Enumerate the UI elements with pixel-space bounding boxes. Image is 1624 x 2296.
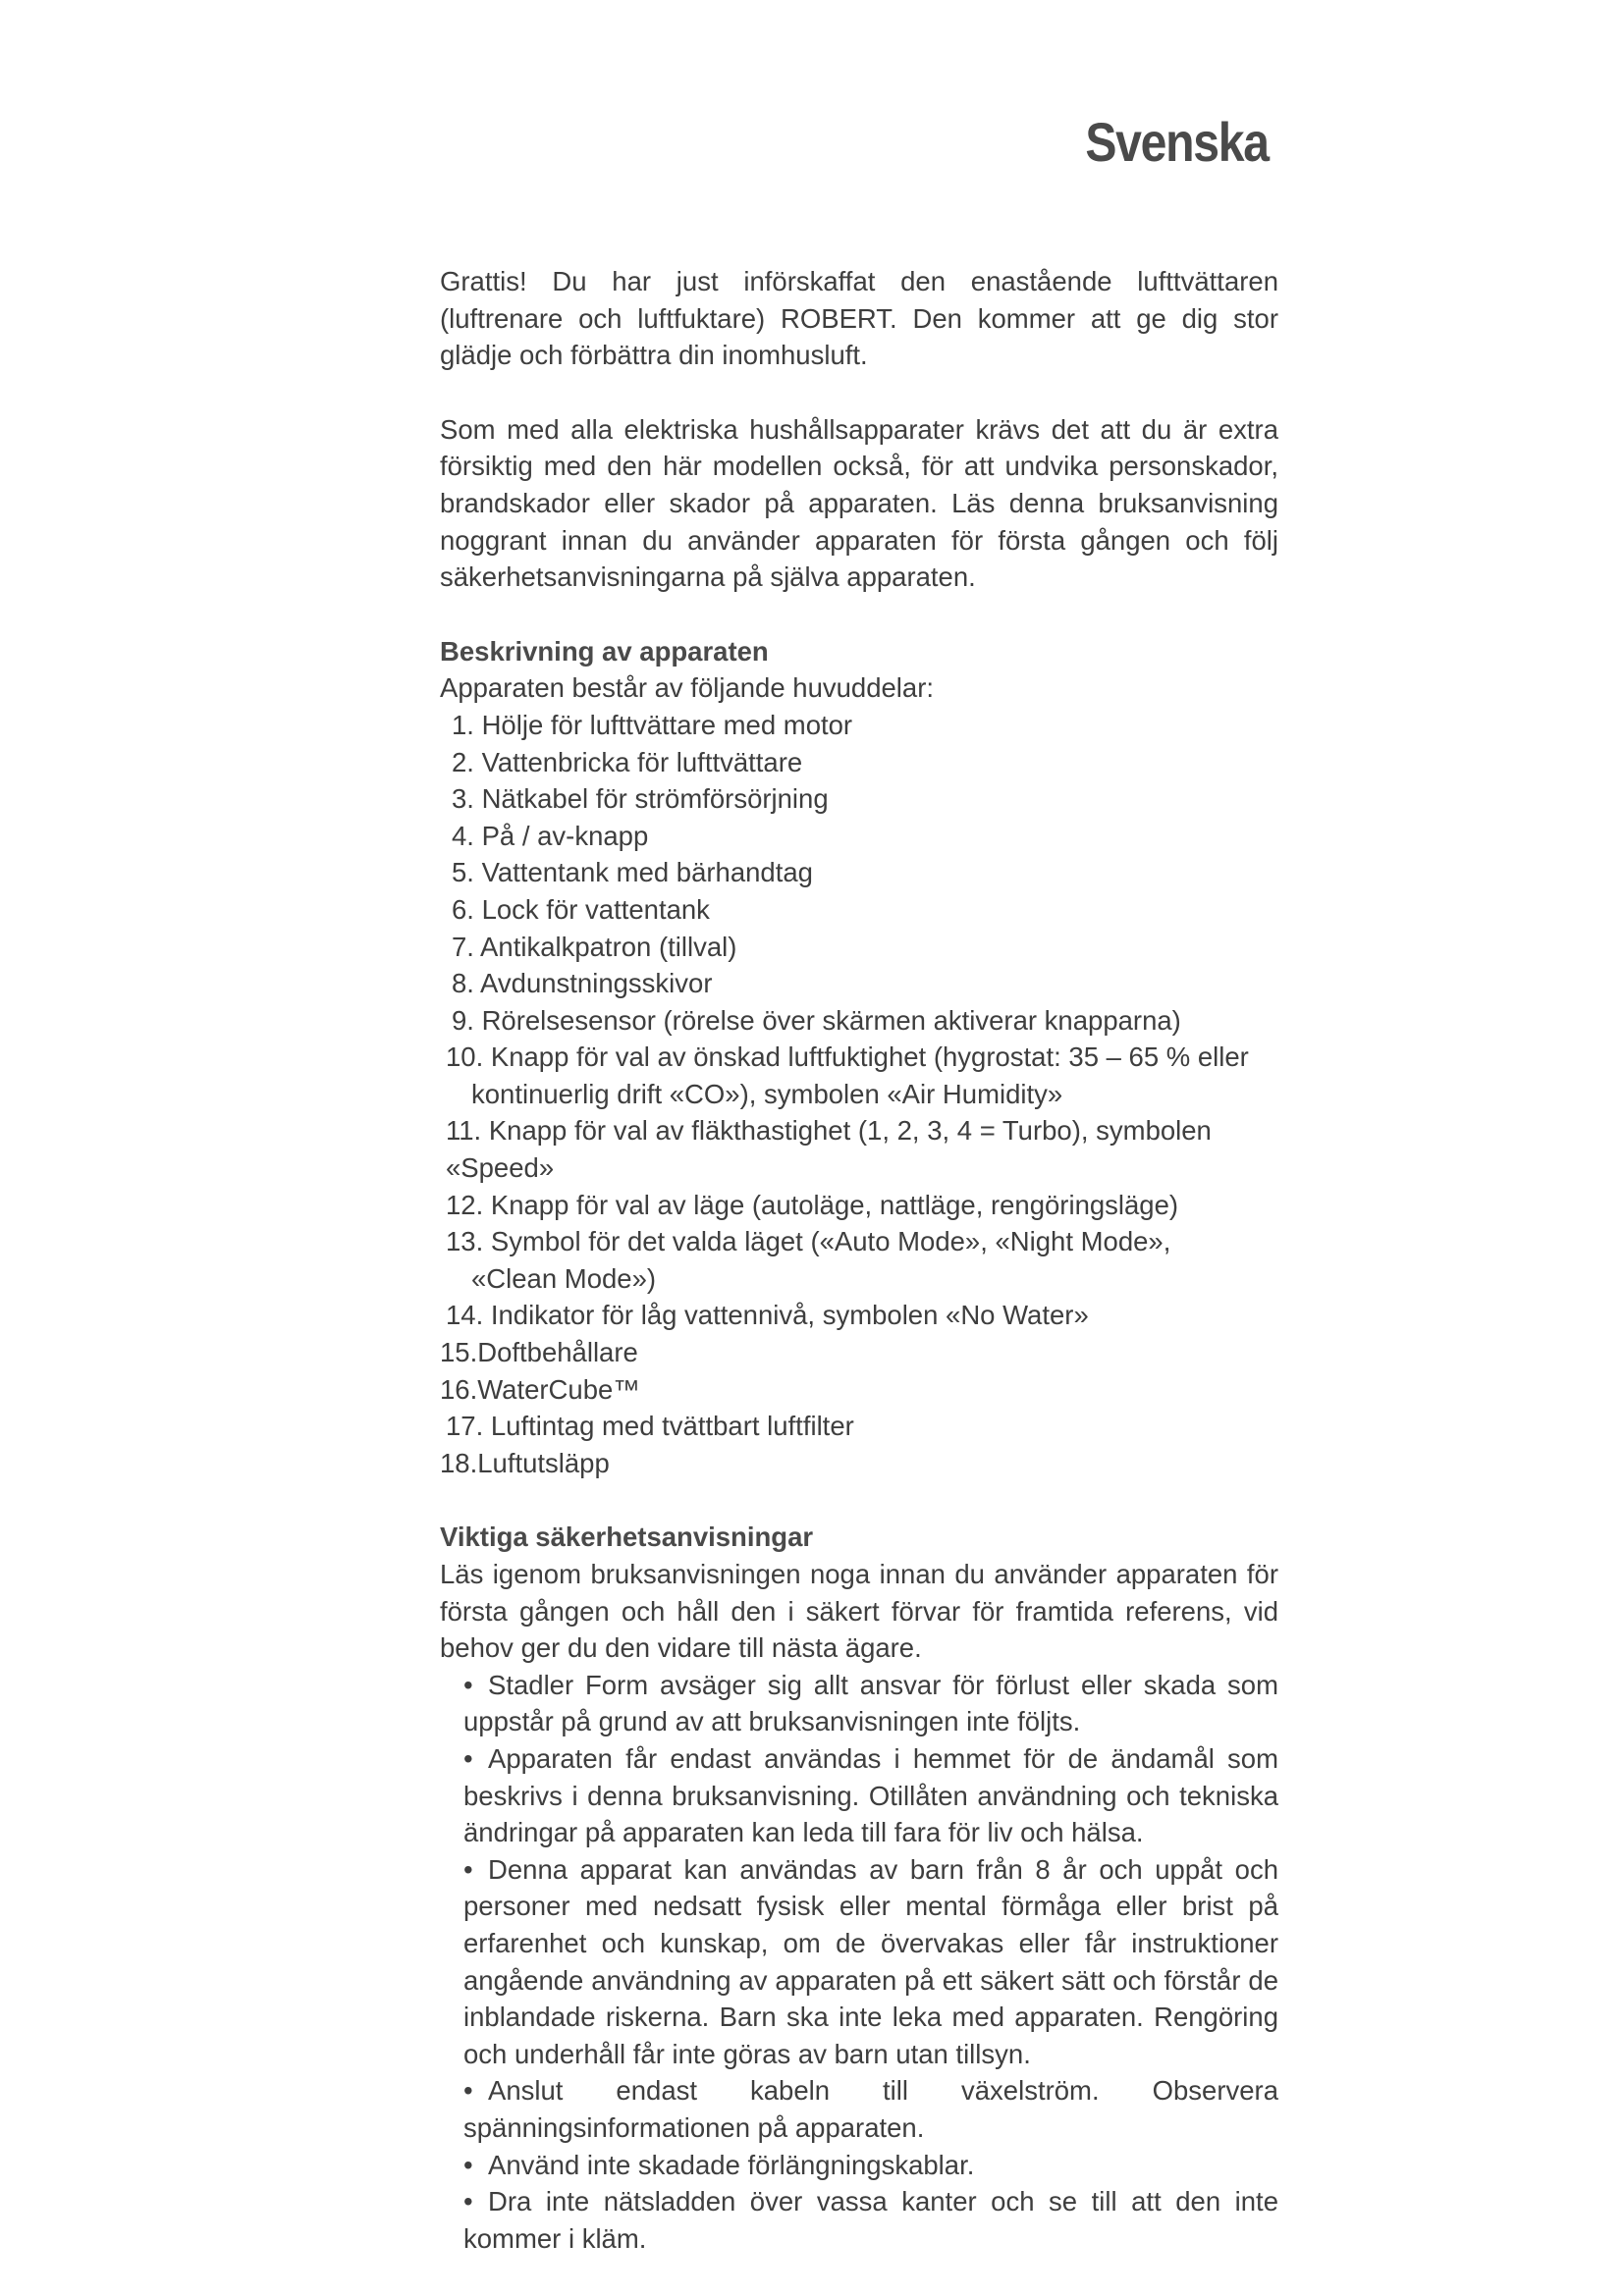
parts-list-item: 1. Hölje för lufttvättare med motor	[452, 709, 853, 740]
document-body	[440, 263, 1278, 2257]
bullet-icon: •	[463, 1742, 473, 1774]
parts-list-item: 17. Luftintag med tvättbart luftfilter	[446, 1411, 854, 1442]
safety-bullet-item	[463, 1740, 1278, 1851]
parts-list-item: 13. Symbol för det valda läget («Auto Mode», «Night Mode»,	[446, 1226, 1171, 1257]
parts-list-item: 18.Luftutsläpp	[440, 1447, 610, 1478]
parts-list-item: 9. Rörelsesensor (rörelse över skärmen aktiverar knapparna)	[452, 1004, 1181, 1036]
description-lead: Apparaten består av följande huvuddelar:	[440, 672, 934, 704]
parts-list-item-continuation: «Clean Mode»)	[471, 1262, 657, 1294]
safety-bullet-item	[463, 2147, 1278, 2184]
bullet-icon: •	[463, 2149, 473, 2180]
parts-list-item: 14. Indikator för låg vattennivå, symbolen «No Water»	[446, 1300, 1089, 1331]
safety-bullet-text: Använd inte skadade förlängningskablar.	[488, 2149, 975, 2180]
page-language-heading: Svenska	[1085, 111, 1269, 173]
parts-list-item: 12. Knapp för val av läge (autoläge, nattläge, rengöringsläge)	[446, 1189, 1179, 1220]
parts-list-item: 4. På / av-knapp	[452, 820, 649, 851]
safety-bullet-text: Stadler Form avsäger sig allt ansvar för förlust eller skada som uppstår på grund av att bruksanvisningen inte följts.	[463, 1669, 1278, 1737]
parts-list-item: 7. Antikalkpatron (tillval)	[452, 931, 737, 962]
safety-bullet-text: Denna apparat kan användas av barn från 8 år och uppåt och personer med nedsatt fysisk eller mental förmåga eller brist på erfarenhet och kunskap, om de övervakas eller får instruktioner angående användning av apparaten på ett säkert sätt och förstår de inblandade riskerna. Barn ska inte leka med apparaten. Rengöring och underhåll får inte göras av barn utan tillsyn.	[463, 1853, 1278, 2069]
bullet-icon: •	[463, 1669, 473, 1700]
parts-list-item: 15.Doftbehållare	[440, 1337, 638, 1368]
safety-bullet-list	[440, 1667, 1278, 2258]
parts-list-item: 16.WaterCube™	[440, 1373, 640, 1405]
bullet-icon: •	[463, 1853, 473, 1885]
bullet-icon: •	[463, 2075, 473, 2107]
safety-bullet-text: Dra inte nätsladden över vassa kanter och se till att den inte kommer i kläm.	[463, 2186, 1278, 2254]
parts-list-item: 5. Vattentank med bärhandtag	[452, 857, 813, 888]
parts-list-item: 2. Vattenbricka för lufttvättare	[452, 746, 803, 777]
safety-bullet-item	[463, 1667, 1278, 1740]
safety-bullet-item	[463, 2072, 1278, 2146]
intro-paragraph-2: Som med alla elektriska hushållsapparater krävs det att du är extra försiktig med den här modellen också, för att undvika personskador, brandskador eller skador på apparaten. Läs denna bruksanvisning noggrant innan du använder apparaten för första gången och följ säkerhetsanvisningarna på själva apparaten.	[440, 413, 1278, 593]
safety-lead: Läs igenom bruksanvisningen noga innan du använder apparaten för första gången och håll den i säkert förvar för framtida referens, vid behov ger du den vidare till nästa ägare.	[440, 1559, 1278, 1664]
bullet-icon: •	[463, 2186, 473, 2217]
parts-list-item: 3. Nätkabel för strömförsörjning	[452, 783, 829, 815]
safety-bullet-item	[463, 1851, 1278, 2073]
parts-list-item: 6. Lock för vattentank	[452, 893, 710, 925]
safety-bullet-text: Apparaten får endast användas i hemmet för de ändamål som beskrivs i denna bruksanvisning. Otillåten användning och tekniska ändringar på apparaten kan leda till fara för liv och hälsa.	[463, 1742, 1278, 1848]
parts-list-item: 11. Knapp för val av fläkthastighet (1, 2, 3, 4 = Turbo), symbolen «Speed»	[446, 1115, 1212, 1184]
intro-paragraph-1: Grattis! Du har just införskaffat den enastående lufttvättaren (luftrenare och luftfuktare) ROBERT. Den kommer att ge dig stor glädje och förbättra din inomhusluft.	[440, 266, 1278, 371]
parts-list-item: 10. Knapp för val av önskad luftfuktighet (hygrostat: 35 – 65 % eller	[446, 1041, 1249, 1073]
description-heading: Beskrivning av apparaten	[440, 635, 769, 667]
parts-list-item-continuation: kontinuerlig drift «CO»), symbolen «Air Humidity»	[471, 1078, 1063, 1109]
safety-heading: Viktiga säkerhetsanvisningar	[440, 1522, 814, 1553]
parts-list	[440, 707, 1278, 1481]
safety-bullet-item	[463, 2183, 1278, 2257]
parts-list-item: 8. Avdunstningsskivor	[452, 968, 713, 999]
safety-bullet-text: Anslut endast kabeln till växelström. Observera spänningsinformationen på apparaten.	[463, 2075, 1278, 2143]
